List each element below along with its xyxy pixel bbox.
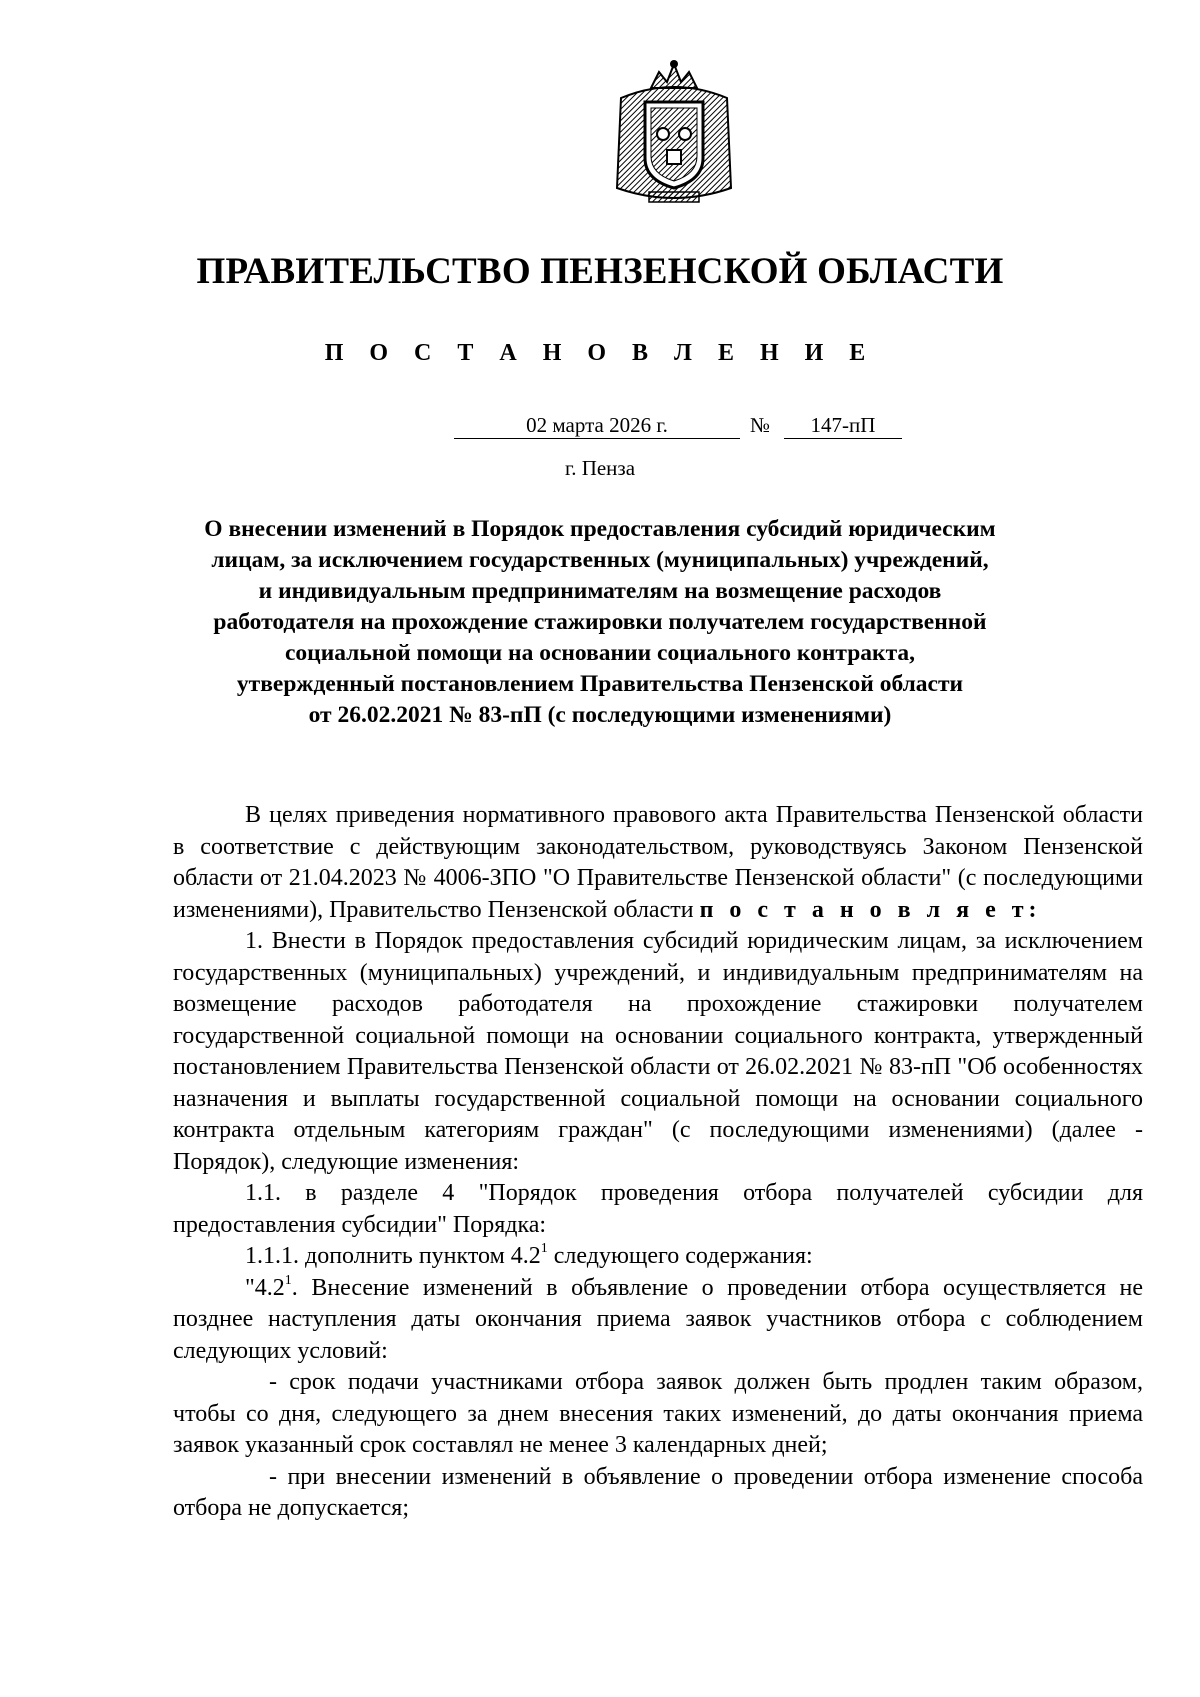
subject-line: работодателя на прохождение стажировки получателем государственной [213, 609, 987, 635]
subject-line: О внесении изменений в Порядок предоставления субсидий юридическим [204, 516, 996, 542]
paragraph-4-2-1 [173, 1273, 1143, 1368]
paragraph-4-2-1-text: . Внесение изменений в объявление о проведении отбора осуществляется не позднее наступления даты окончания приема заявок участников отбора с соблюдением следующих условий: [173, 1274, 1143, 1364]
paragraph-1-1: 1.1. в разделе 4 "Порядок проведения отбора получателей субсидии для предоставления субсидии" Порядка: [173, 1180, 1143, 1238]
paragraph-1-1-1-text-after: следующего содержания: [547, 1243, 813, 1269]
document-date: 02 марта 2026 г. [454, 412, 740, 439]
paragraph-1-1-1-text: 1.1.1. дополнить пунктом 4.2 [245, 1243, 541, 1269]
subject-line: социальной помощи на основании социального контракта, [284, 640, 916, 666]
bullet-item: - при внесении изменений в объявление о проведении отбора изменение способа отбора не допускается; [173, 1463, 1143, 1521]
decree-word: п о с т а н о в л я е т: [699, 896, 1042, 923]
paragraph-1-1-1 [173, 1241, 1143, 1273]
document-subject [150, 514, 1050, 731]
superscript: 1 [540, 1241, 548, 1256]
paragraph-1: 1. Внести в Порядок предоставления субсидий юридическим лицам, за исключением государственных (муниципальных) учреждений, и индивидуальным предпринимателям на возмещение расходов работодателя на прохождение стажировки получателем государственной социальной помощи на основании социального контракта, утвержденный постановлением Правительства Пензенской области от 26.02.2021 № 83-пП "Об особенностях назначения и выплаты государственной социальной помощи на основании социального контракта отдельным категориям граждан" (с последующими изменениями) (далее - Порядок), следующие изменения: [173, 928, 1143, 1175]
city: г. Пенза [564, 456, 636, 480]
preamble-paragraph [173, 800, 1143, 926]
subject-line: утвержденный постановлением Правительства Пензенской области [236, 671, 964, 697]
subject-line: от 26.02.2021 № 83-пП (с последующими изменениями) [308, 702, 892, 728]
paragraph-4-2-1-prefix: "4.2 [245, 1274, 285, 1301]
document-number: 147-пП [784, 412, 902, 439]
document-body [173, 800, 1143, 1525]
subject-line: и индивидуальным предпринимателям на возмещение расходов [258, 578, 942, 604]
document-type: П О С Т А Н О В Л Е Н И Е [324, 340, 876, 366]
bullet-item: - срок подачи участниками отбора заявок должен быть продлен таким образом, чтобы со дня, следующего за днем внесения таких изменений, до даты окончания приема заявок указанный срок составлял не менее 3 календарных дней; [173, 1369, 1143, 1458]
number-sign: № [750, 413, 771, 437]
subject-line: лицам, за исключением государственных (муниципальных) учреждений, [211, 547, 989, 573]
preamble-text: В целях приведения нормативного правового акта Правительства Пензенской области в соответствие с действующим законодательством, руководствуясь Законом Пензенской области от 21.04.2023 № 4006-ЗПО "О Правительстве Пензенской области" (с последующими изменениями), Правительство Пензенской области [173, 802, 1143, 923]
org-title: ПРАВИТЕЛЬСТВО ПЕНЗЕНСКОЙ ОБЛАСТИ [196, 251, 1004, 292]
superscript: 1 [284, 1272, 292, 1288]
coat-of-arms-icon [609, 58, 739, 208]
